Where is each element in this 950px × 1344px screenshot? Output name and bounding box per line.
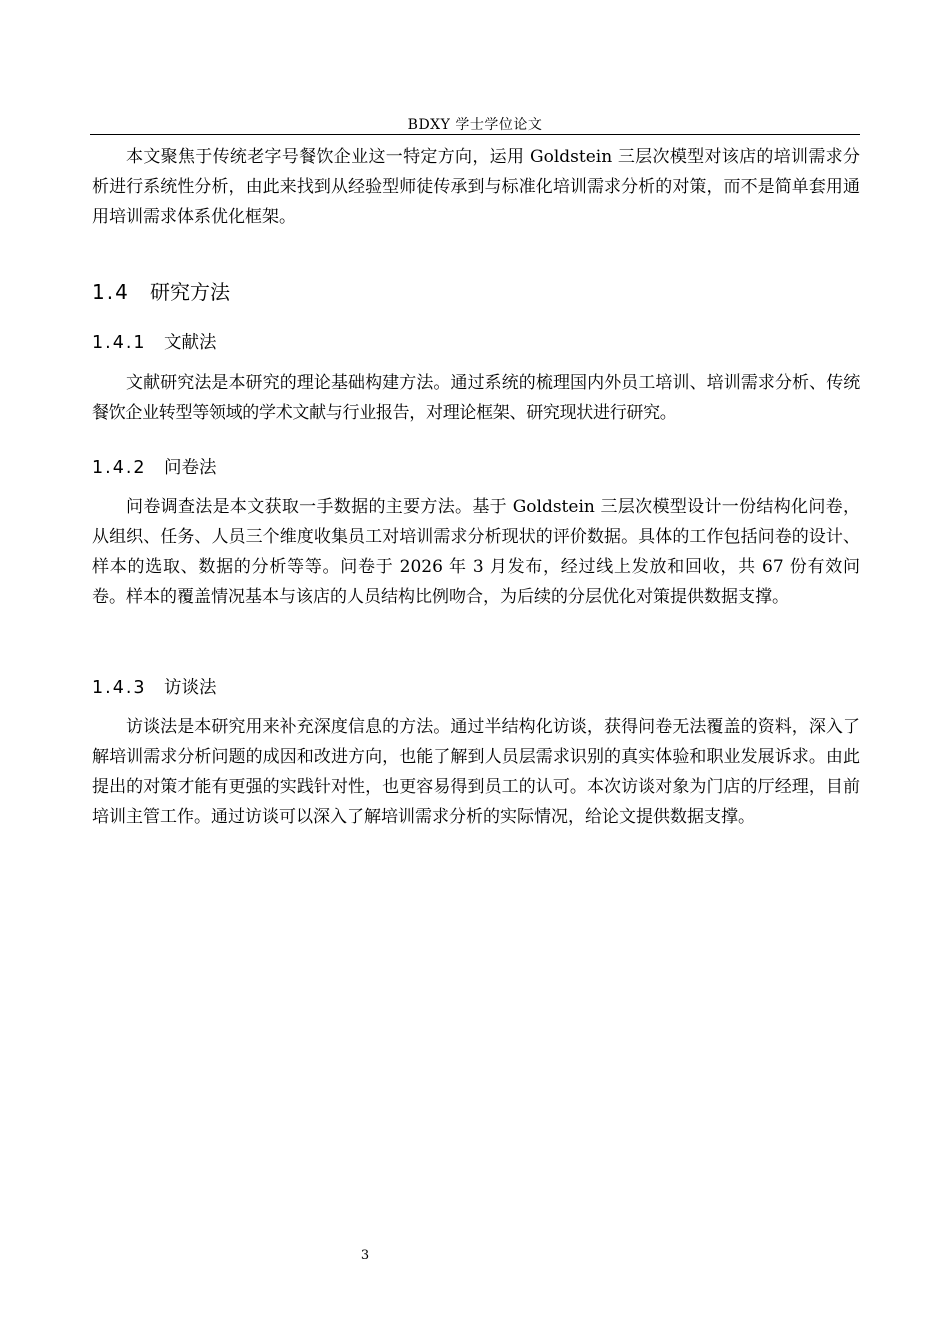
running-header: BDXY 学士学位论文 <box>407 117 543 133</box>
subsection-heading-1-4-3 <box>92 674 217 699</box>
subsection-number: 1.4.3 <box>92 678 147 698</box>
subsection-heading-1-4-1 <box>92 329 217 354</box>
subsection-title: 访谈法 <box>164 678 217 698</box>
subsection-heading-1-4-2 <box>92 454 217 479</box>
questionnaire-method-paragraph: 问卷调查法是本文获取一手数据的主要方法。基于 Goldstein 三层次模型设计一份结构化问卷，从组织、任务、人员三个维度收集员工对培训需求分析现状的评价数据。具体的工作包括问卷的设计、样本的选取、数据的分析等等。问卷于 2026 年 3 月发布，经过线上发放和回收，共 67 份有效问卷。样本的覆盖情况基本与该店的人员结构比例吻合，为后续的分层优化对策提供数据支撑。 <box>92 497 860 607</box>
header-divider <box>90 134 860 135</box>
subsection-number: 1.4.2 <box>92 458 147 478</box>
section-number: 1.4 <box>92 280 130 304</box>
page-number: 3 <box>360 1248 370 1263</box>
subsection-number: 1.4.1 <box>92 333 147 353</box>
subsection-title: 问卷法 <box>164 458 217 478</box>
section-title: 研究方法 <box>150 280 230 304</box>
interview-method-paragraph: 访谈法是本研究用来补充深度信息的方法。通过半结构化访谈，获得问卷无法覆盖的资料，深入了解培训需求分析问题的成因和改进方向，也能了解到人员层需求识别的真实体验和职业发展诉求。由此提出的对策才能有更强的实践针对性，也更容易得到员工的认可。本次访谈对象为门店的厅经理，目前培训主管工作。通过访谈可以深入了解培训需求分析的实际情况，给论文提供数据支撑。 <box>92 717 860 827</box>
intro-paragraph: 本文聚焦于传统老字号餐饮企业这一特定方向，运用 Goldstein 三层次模型对该店的培训需求分析进行系统性分析，由此来找到从经验型师徒传承到与标准化培训需求分析的对策，而不是简单套用通用培训需求体系优化框架。 <box>92 147 860 227</box>
subsection-title: 文献法 <box>164 333 217 353</box>
literature-method-paragraph: 文献研究法是本研究的理论基础构建方法。通过系统的梳理国内外员工培训、培训需求分析、传统餐饮企业转型等领域的学术文献与行业报告，对理论框架、研究现状进行研究。 <box>92 373 860 423</box>
section-heading-1-4 <box>92 276 230 305</box>
